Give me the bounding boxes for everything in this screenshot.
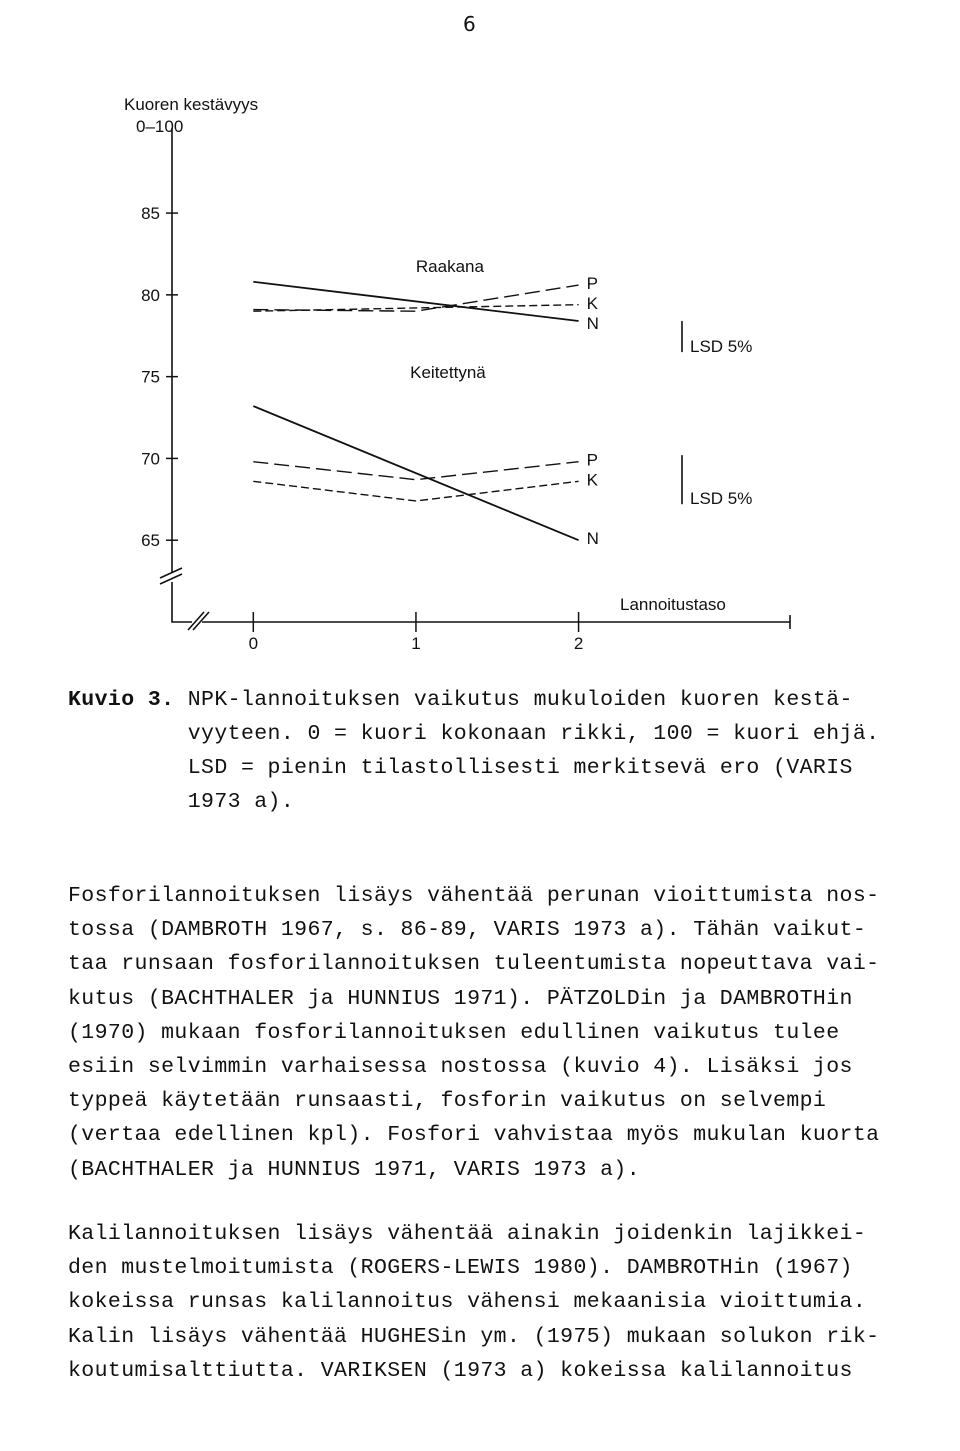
text-line: typpeä käytetään runsaasti, fosforin vaikutus on selvempi [68,1089,827,1114]
figure-caption [68,683,898,819]
y-tick-label: 80 [141,285,160,305]
text-line: den mustelmoitumista (ROGERS-LEWIS 1980). DAMBROTHin (1967) [68,1256,853,1281]
text-line: (vertaa edellinen kpl). Fosfori vahvistaa myös mukulan kuorta [68,1123,880,1148]
text-line: Fosforilannoituksen lisäys vähentää perunan vioittumista nos- [68,884,880,908]
series-line-raw-K [253,305,578,312]
text-line: tossa (DAMBROTH 1967, s. 86-89, VARIS 1973 a). Tähän vaikut- [68,918,867,943]
text-line: (BACHTHALER ja HUNNIUS 1971, VARIS 1973 a). [68,1157,640,1182]
caption-label: Kuvio 3. [68,688,175,712]
caption-line: vyyteen. 0 = kuori kokonaan rikki, 100 = kuori ehjä. [187,722,880,746]
text-line: koutumisalttiutta. VARIKSEN (1973 a) kokeissa kalilannoitus [68,1358,853,1383]
text-line: (1970) mukaan fosforilannoituksen edullinen vaikutus tulee [68,1020,840,1045]
caption-line: NPK-lannoituksen vaikutus mukuloiden kuoren kestä- [187,688,853,712]
series-end-label-raw-K: K [586,294,598,314]
text-line: kokeissa runsas kalilannoitus vähensi mekaanisia vioittumia. [68,1290,867,1315]
series-line-cooked-N [253,406,578,540]
series-line-cooked-P [253,462,578,480]
series-end-label-raw-P: P [586,274,598,294]
lsd-label-raw: LSD 5% [690,337,753,357]
caption-line: 1973 a). [187,790,295,814]
text-line: Kalin lisäys vähentää HUGHESin ym. (1975) mukaan solukon rik- [68,1324,880,1349]
series-end-label-cooked-N: N [586,529,599,549]
y-tick-label: 65 [141,531,160,551]
x-axis-label: Lannoitustaso [620,595,726,614]
paragraph-potassium [68,1217,898,1388]
series-end-label-cooked-K: K [586,470,598,490]
x-tick-label: 2 [573,634,584,653]
lsd-label-cooked: LSD 5% [690,489,753,509]
y-tick-label: 70 [141,449,160,469]
text-line: esiin selvimmin varhaisessa nostossa (kuvio 4). Lisäksi jos [68,1055,853,1080]
text-line: Kalilannoituksen lisäys vähentää ainakin joidenkin lajikkei- [68,1222,867,1246]
x-tick-label: 1 [411,634,421,653]
series-end-label-raw-N: N [586,314,599,334]
page-number: 6 [463,12,476,36]
group-label-raw: Raakana [415,256,484,276]
text-line: kutus (BACHTHALER ja HUNNIUS 1971). PÄTZOLDin ja DAMBROTHin [68,986,853,1011]
x-tick-label: 0 [248,634,259,653]
paragraph-phosphorus [68,879,898,1187]
text-line: taa runsaan fosforilannoituksen tuleentumista nopeuttava vai- [68,952,880,977]
caption-line: LSD = pienin tilastollisesti merkitsevä ero (VARIS [187,756,853,780]
y-axis-label: Kuoren kestävyys [124,95,259,114]
group-label-cooked: Keitettynä [410,363,486,383]
series-line-raw-N [253,282,578,321]
y-axis-range-label: 0–100 [136,117,184,136]
y-tick-label: 75 [141,367,160,387]
y-tick-label: 85 [141,204,160,224]
series-end-label-cooked-P: P [586,450,598,470]
npk-shell-strength-chart [0,0,960,670]
series-line-cooked-K [253,481,578,501]
